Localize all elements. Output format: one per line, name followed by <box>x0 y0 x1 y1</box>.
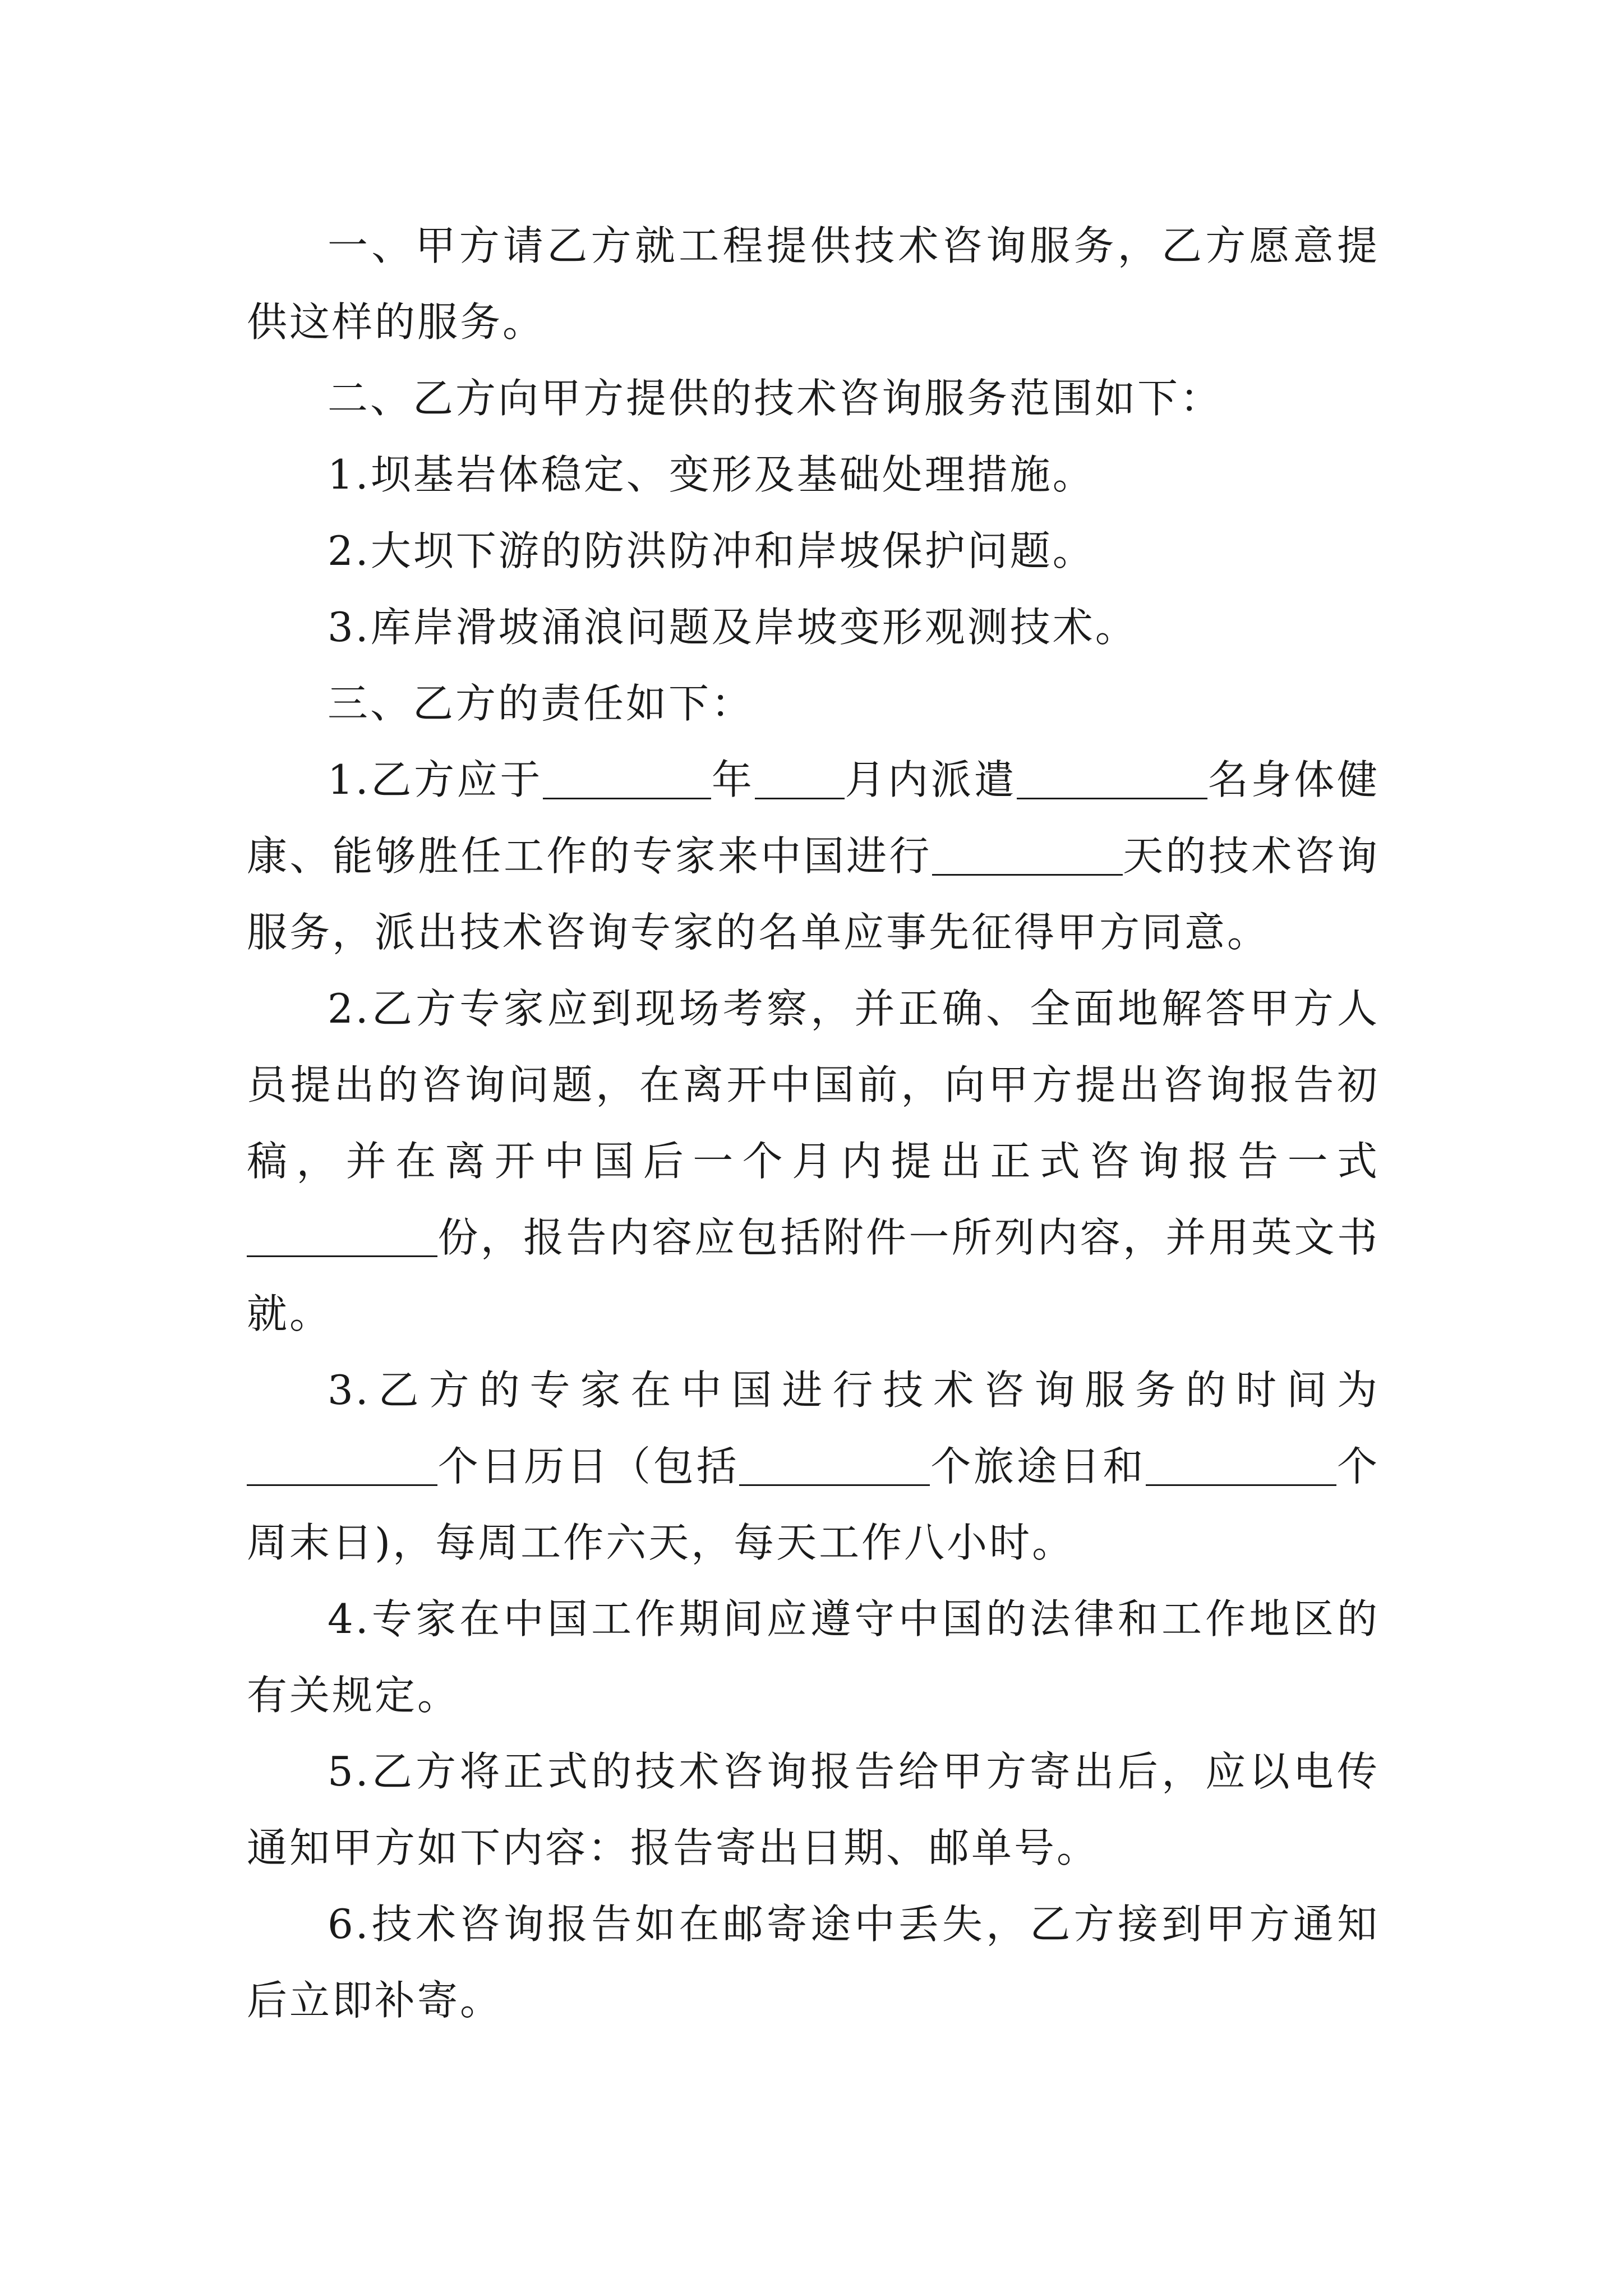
text-segment: 个周末日)，每周工作六天，每天工作八小时。 <box>247 1443 1380 1566</box>
clause-2-item-2: 2.大坝下游的防洪防冲和岸坡保护问题。 <box>328 527 1095 574</box>
blank-calendar-days <box>247 1444 437 1486</box>
text-segment: 个旅途日和 <box>930 1443 1146 1490</box>
text-segment: 3.乙方的专家在中国进行技术咨询服务的时间为 <box>328 1366 1380 1414</box>
blank-month <box>755 757 845 799</box>
text-segment: 年 <box>711 756 755 803</box>
blank-days <box>932 834 1123 876</box>
clause-3-item-4: 4.专家在中国工作期间应遵守中国的法律和工作地区的有关规定。 <box>247 1595 1380 1719</box>
text-segment: 天的技术咨询服务，派出技术咨询专家的名单应事先征得甲方同意。 <box>247 832 1380 956</box>
clause-2-item-3: 3.库岸滑坡涌浪问题及岸坡变形观测技术。 <box>328 604 1138 651</box>
blank-copies <box>247 1215 437 1257</box>
blank-weekend-days <box>1146 1444 1336 1486</box>
clause-3-item-3 <box>247 1352 1380 1581</box>
text-segment: 名身体健康、能够胜任工作的专家来中国进行 <box>247 756 1380 880</box>
blank-travel-days <box>739 1444 930 1486</box>
text-segment: 份，报告内容应包括附件一所列内容，并用英文书就。 <box>247 1214 1380 1337</box>
clause-1: 一、甲方请乙方就工程提供技术咨询服务，乙方愿意提供这样的服务。 <box>247 222 1380 346</box>
text-segment: 1.乙方应于 <box>328 756 543 803</box>
blank-expert-count <box>1017 757 1207 799</box>
clause-2-heading: 二、乙方向甲方提供的技术咨询服务范围如下： <box>328 375 1223 422</box>
clause-3-heading: 三、乙方的责任如下： <box>328 680 754 727</box>
text-segment: 月内派遣 <box>844 756 1017 803</box>
blank-year <box>543 757 711 799</box>
clause-3-item-1 <box>247 742 1380 970</box>
clause-3-item-6: 6.技术咨询报告如在邮寄途中丢失，乙方接到甲方通知后立即补寄。 <box>247 1901 1380 2024</box>
text-segment: 个日历日（包括 <box>437 1443 740 1490</box>
clause-2-item-1: 1.坝基岩体稳定、变形及基础处理措施。 <box>328 451 1095 498</box>
text-segment: 2.乙方专家应到现场考察，并正确、全面地解答甲方人员提出的咨询问题，在离开中国前，向甲方提出咨询报告初稿，并在离开中国后一个月内提出正式咨询报告一式 <box>247 985 1380 1185</box>
clause-3-item-2 <box>247 970 1380 1352</box>
contract-body <box>247 208 1380 2039</box>
clause-3-item-5: 5.乙方将正式的技术咨询报告给甲方寄出后，应以电传通知甲方如下内容：报告寄出日期、邮单号。 <box>247 1748 1380 1871</box>
